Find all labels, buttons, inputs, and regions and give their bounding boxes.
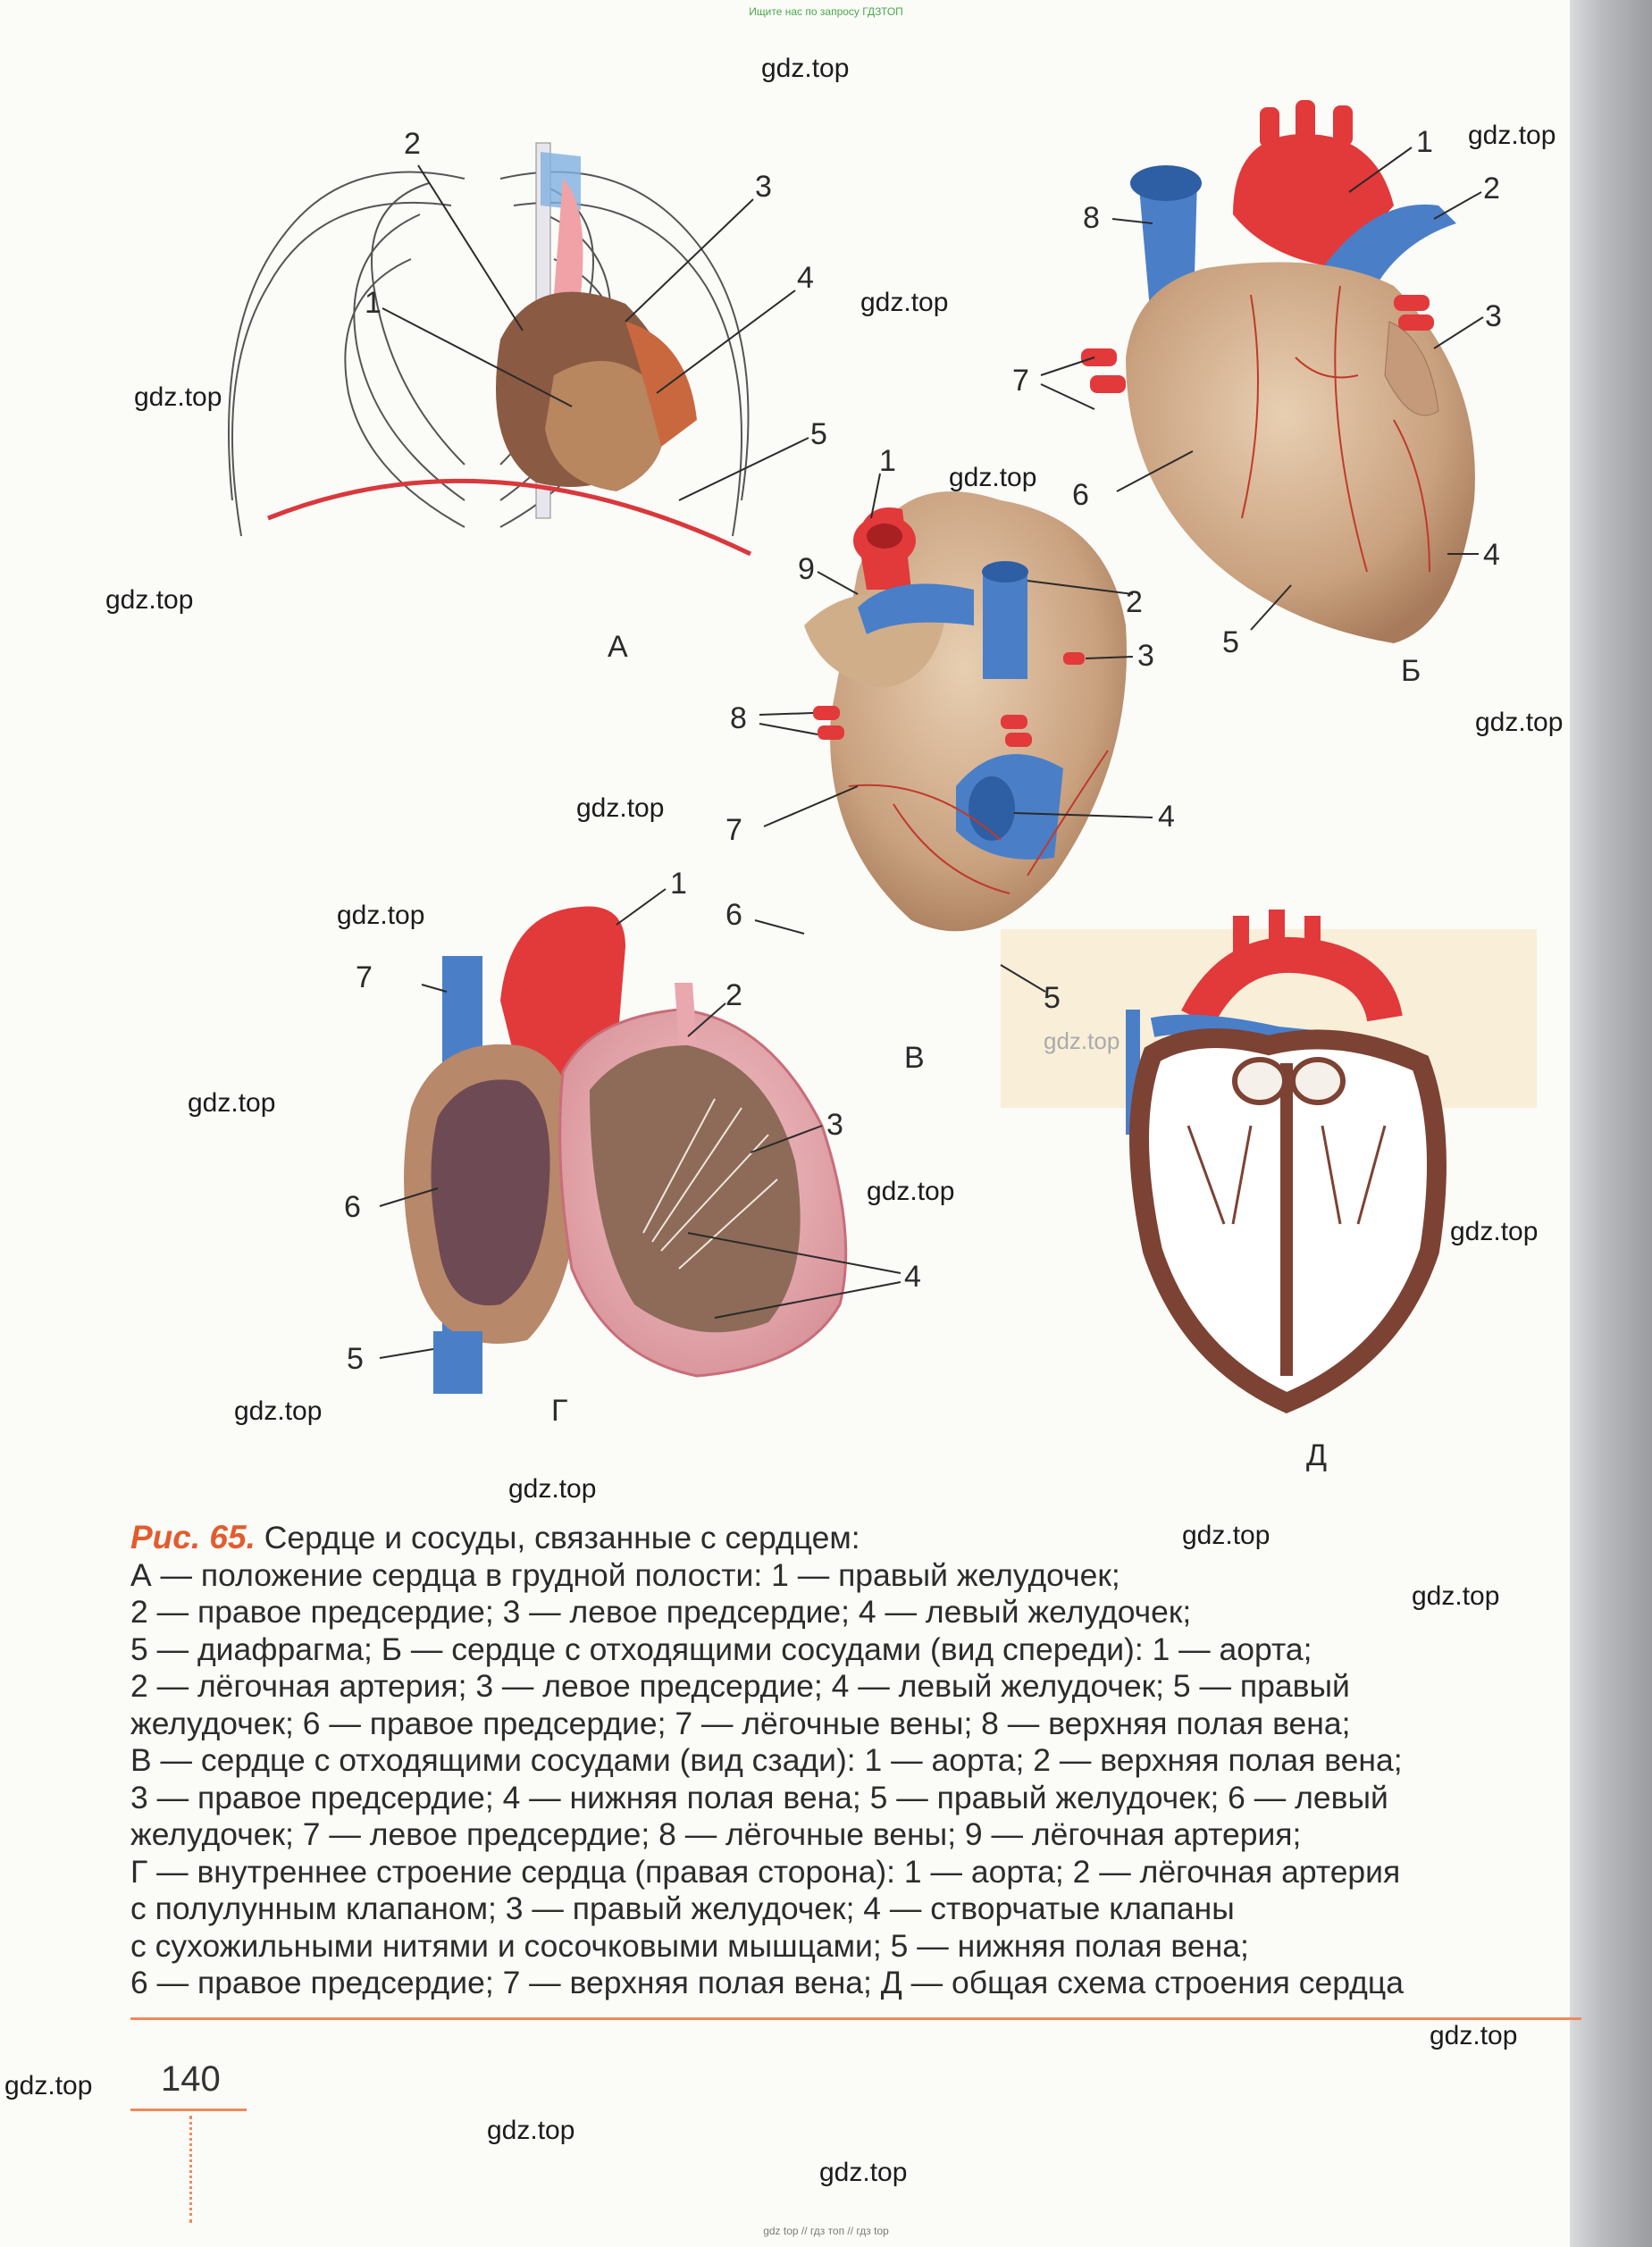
callout-g-4: 4 (904, 1260, 921, 1294)
watermark: gdz.top (761, 54, 850, 83)
panel-letter-b: Б (1401, 654, 1421, 688)
watermark: gdz.top (508, 1474, 597, 1504)
page-number-rule (130, 2109, 247, 2111)
callout-b-8: 8 (1083, 201, 1100, 235)
callout-v-6: 6 (725, 898, 742, 932)
watermark: gdz.top (860, 288, 949, 317)
callout-b-3: 3 (1485, 299, 1502, 333)
watermark: gdz.top (1450, 1217, 1539, 1246)
figure-caption (130, 1519, 1542, 2002)
watermark: gdz.top (105, 585, 194, 615)
callout-g-6: 6 (344, 1190, 361, 1224)
caption-line: В — сердце с отходящими сосудами (вид сзади): 1 — аорта; 2 — верхняя полая вена; (130, 1742, 1403, 1778)
callout-g-7: 7 (356, 960, 373, 994)
watermark: gdz.top (1044, 1027, 1120, 1054)
page-number: 140 (161, 2059, 221, 2099)
callout-v-7: 7 (725, 813, 742, 847)
watermark: gdz.top (1182, 1521, 1270, 1550)
callout-a-4: 4 (797, 261, 814, 295)
watermark: gdz.top (1412, 1581, 1500, 1611)
watermark: gdz.top (867, 1177, 955, 1206)
callout-g-5: 5 (347, 1342, 364, 1376)
callout-b-4: 4 (1483, 538, 1500, 572)
callout-g-2: 2 (725, 978, 742, 1012)
callout-v-1: 1 (879, 444, 896, 478)
watermark: gdz.top (487, 2116, 575, 2145)
panel-letter-a: А (608, 630, 628, 664)
watermark: gdz.top (234, 1396, 323, 1426)
watermark: gdz.top (134, 382, 222, 412)
panel-letter-v: В (904, 1041, 925, 1075)
figure-label: Рис. 65. (130, 1519, 256, 1555)
caption-rule (130, 2017, 1581, 2020)
page-number-dotted-line (189, 2116, 192, 2223)
top-banner: Ищите нас по запросу ГДЗТОП (749, 5, 903, 18)
callout-v-8: 8 (730, 701, 747, 735)
watermark: gdz.top (949, 463, 1037, 492)
panel-v-heart-back (804, 491, 1127, 931)
watermark: gdz.top (1475, 708, 1564, 737)
callout-b-7: 7 (1012, 364, 1029, 398)
callout-a-2: 2 (404, 127, 421, 161)
callout-v-5: 5 (1044, 981, 1061, 1015)
callout-b-1: 1 (1416, 125, 1433, 159)
caption-title-line (130, 1519, 1542, 1557)
caption-line: с сухожильными нитями и сосочковыми мышцами; 5 — нижняя полая вена; (130, 1927, 1249, 1964)
caption-line: 2 — лёгочная артерия; 3 — левое предсердие; 4 — левый желудочек; 5 — правый (130, 1668, 1350, 1704)
watermark: gdz.top (4, 2071, 93, 2100)
panel-b-heart-front (1081, 100, 1475, 643)
watermark: gdz.top (1430, 2021, 1518, 2050)
caption-line: 2 — правое предсердие; 3 — левое предсердие; 4 — левый желудочек; (130, 1594, 1192, 1630)
callout-b-2: 2 (1483, 172, 1500, 205)
caption-line: 6 — правое предсердие; 7 — верхняя полая вена; Д — общая схема строения сердца (130, 1965, 1404, 2000)
panel-a-ribcage (229, 143, 751, 554)
callout-a-1: 1 (365, 286, 382, 320)
callout-v-3: 3 (1137, 639, 1154, 673)
callout-g-3: 3 (826, 1108, 843, 1142)
watermark: gdz.top (819, 2158, 908, 2187)
footer-links: gdz top // гдз топ // гдз top (763, 2225, 889, 2237)
callout-a-3: 3 (755, 170, 772, 204)
callout-v-4: 4 (1158, 800, 1175, 834)
callout-v-2: 2 (1126, 585, 1143, 619)
callout-b-5: 5 (1222, 625, 1239, 659)
caption-line: с полулунным клапаном; 3 — правый желудочек; 4 — створчатые клапаны (130, 1891, 1235, 1926)
panel-g-heart-interior (404, 907, 846, 1394)
watermark: gdz.top (188, 1088, 276, 1118)
callout-a-5: 5 (810, 417, 827, 451)
watermark: gdz.top (337, 901, 425, 930)
panel-d-heart-schematic (1126, 910, 1437, 1403)
caption-line: желудочек; 6 — правое предсердие; 7 — лёгочные вены; 8 — верхняя полая вена; (130, 1705, 1351, 1741)
watermark: gdz.top (1468, 121, 1556, 150)
caption-line: Г — внутреннее строение сердца (правая сторона): 1 — аорта; 2 — лёгочная артерия (130, 1853, 1401, 1890)
callout-v-9: 9 (798, 552, 815, 586)
watermark: gdz.top (576, 793, 665, 823)
caption-title: Сердце и сосуды, связанные с сердцем: (255, 1520, 860, 1555)
caption-line: желудочек; 7 — левое предсердие; 8 — лёгочные вены; 9 — лёгочная артерия; (130, 1816, 1302, 1852)
caption-line: 3 — правое предсердие; 4 — нижняя полая вена; 5 — правый желудочек; 6 — левый (130, 1779, 1388, 1815)
panel-letter-d: Д (1306, 1438, 1328, 1472)
caption-line: 5 — диафрагма; Б — сердце с отходящими сосудами (вид спереди): 1 — аорта; (130, 1631, 1312, 1667)
panel-letter-g: Г (551, 1394, 568, 1428)
callout-g-1: 1 (670, 867, 687, 901)
callout-b-6: 6 (1072, 478, 1089, 512)
caption-line: А — положение сердца в грудной полости: 1 — правый желудочек; (130, 1556, 1120, 1593)
